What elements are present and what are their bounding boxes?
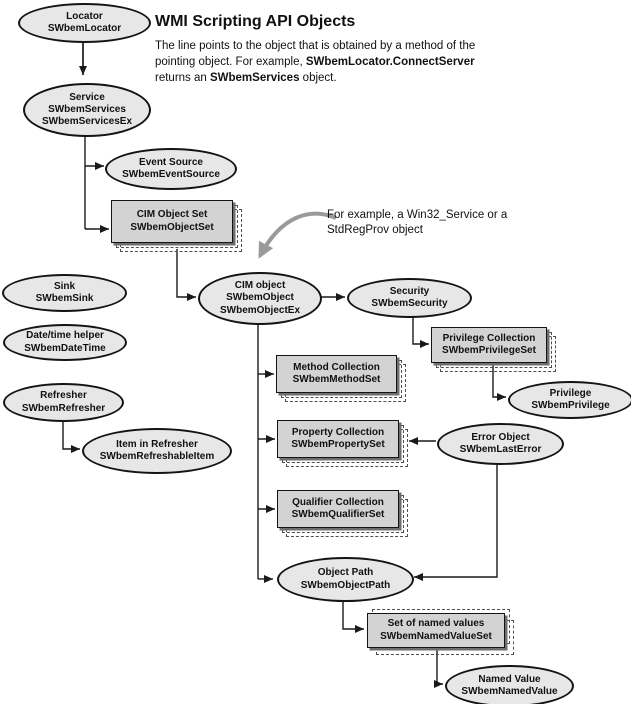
node-label: CIM object bbox=[234, 280, 286, 292]
node-class: SWbemObject bbox=[226, 292, 294, 304]
node-label: Date/time helper bbox=[26, 330, 104, 342]
node-class: SWbemRefresher bbox=[21, 402, 106, 414]
node-label: Item in Refresher bbox=[116, 438, 198, 450]
diagram-description bbox=[155, 39, 513, 87]
arrow-cimobjectset-to-cimobject bbox=[177, 249, 196, 297]
node-label: Error Object bbox=[471, 431, 530, 443]
stack-face bbox=[367, 613, 505, 648]
description-bold-services: SWbemServices bbox=[209, 71, 300, 84]
node-label: Method Collection bbox=[293, 361, 380, 373]
node-class: SWbemObjectPath bbox=[300, 579, 391, 591]
arrow-refresher-to-item bbox=[63, 418, 80, 449]
node-class: SWbemMethodSet bbox=[292, 374, 381, 385]
node-label: Set of named values bbox=[387, 618, 485, 630]
node-named-value-set bbox=[367, 613, 505, 648]
node-label: Security bbox=[389, 285, 430, 297]
node-class: SWbemSink bbox=[35, 293, 94, 304]
callout-curve-arrow bbox=[260, 214, 336, 256]
node-event-source bbox=[105, 148, 237, 190]
node-class: SWbemNamedValueSet bbox=[380, 630, 492, 642]
node-object-path bbox=[277, 557, 414, 602]
node-datetime-helper bbox=[3, 324, 127, 361]
node-locator bbox=[18, 3, 151, 43]
node-class: SWbemRefreshableItem bbox=[99, 451, 215, 462]
node-qualifier-collection bbox=[277, 490, 399, 528]
node-label: Privilege Collection bbox=[442, 332, 536, 344]
node-class: SWbemPropertySet bbox=[291, 439, 385, 450]
node-label: Qualifier Collection bbox=[292, 496, 384, 508]
arrow-objectpath-to-namedvalueset bbox=[343, 598, 364, 629]
page-title: WMI Scripting API Objects bbox=[155, 13, 356, 30]
node-cim-object-set bbox=[111, 200, 233, 243]
node-class: SWbemLastError bbox=[459, 444, 542, 455]
node-label: Locator bbox=[66, 10, 103, 22]
node-class: SWbemServicesEx bbox=[41, 116, 133, 128]
node-class: SWbemNamedValue bbox=[461, 686, 558, 697]
node-sink bbox=[2, 274, 127, 312]
arrow-errorobject-to-objectpath bbox=[414, 461, 497, 577]
node-property-collection bbox=[277, 420, 399, 458]
node-label: Service bbox=[69, 91, 105, 103]
stack-face bbox=[276, 355, 397, 393]
node-label: CIM Object Set bbox=[136, 209, 208, 221]
callout-note: For example, a Win32_Service or a StdRegProv object bbox=[327, 209, 508, 236]
node-cim-object bbox=[198, 272, 322, 325]
description-bold-connectserver: SWbemLocator.ConnectServer bbox=[305, 55, 475, 68]
node-label: Object Path bbox=[317, 567, 374, 579]
node-error-object bbox=[437, 423, 564, 465]
node-security bbox=[347, 278, 472, 318]
stack-face bbox=[431, 327, 547, 363]
node-refresher bbox=[3, 383, 124, 422]
stack-face bbox=[111, 200, 233, 243]
node-label: Property Collection bbox=[291, 426, 385, 438]
node-label: Refresher bbox=[40, 390, 87, 402]
node-service bbox=[23, 83, 151, 137]
node-class: SWbemPrivilege bbox=[531, 400, 610, 411]
node-class: SWbemObjectEx bbox=[219, 304, 301, 316]
node-class: SWbemLocator bbox=[47, 23, 122, 34]
stack-face bbox=[277, 490, 399, 528]
node-label: Named Value bbox=[478, 673, 541, 685]
description-text: returns an bbox=[155, 71, 210, 84]
node-class: SWbemPrivilegeSet bbox=[442, 345, 536, 356]
description-text: The line points to the object that is obtained by a method of the pointing object. For example, bbox=[155, 40, 476, 68]
arrow-namedvalueset-to-namedvalue bbox=[437, 650, 443, 684]
node-method-collection bbox=[276, 355, 397, 393]
node-privilege-collection bbox=[431, 327, 547, 363]
node-class: SWbemDateTime bbox=[24, 342, 106, 354]
description-text: object. bbox=[299, 71, 337, 84]
node-class: SWbemEventSource bbox=[122, 169, 220, 180]
node-class: SWbemSecurity bbox=[371, 298, 448, 309]
node-label: Event Source bbox=[139, 156, 203, 168]
node-named-value bbox=[445, 665, 574, 704]
node-label: Sink bbox=[53, 280, 76, 292]
node-label: Privilege bbox=[549, 387, 592, 399]
node-class: SWbemObjectSet bbox=[130, 221, 214, 233]
node-privilege bbox=[508, 381, 631, 419]
node-refreshable-item bbox=[82, 428, 232, 474]
node-class: SWbemServices bbox=[48, 103, 126, 115]
arrow-security-to-privilegeset bbox=[413, 314, 429, 344]
node-class: SWbemQualifierSet bbox=[291, 509, 385, 520]
stack-face bbox=[277, 420, 399, 458]
